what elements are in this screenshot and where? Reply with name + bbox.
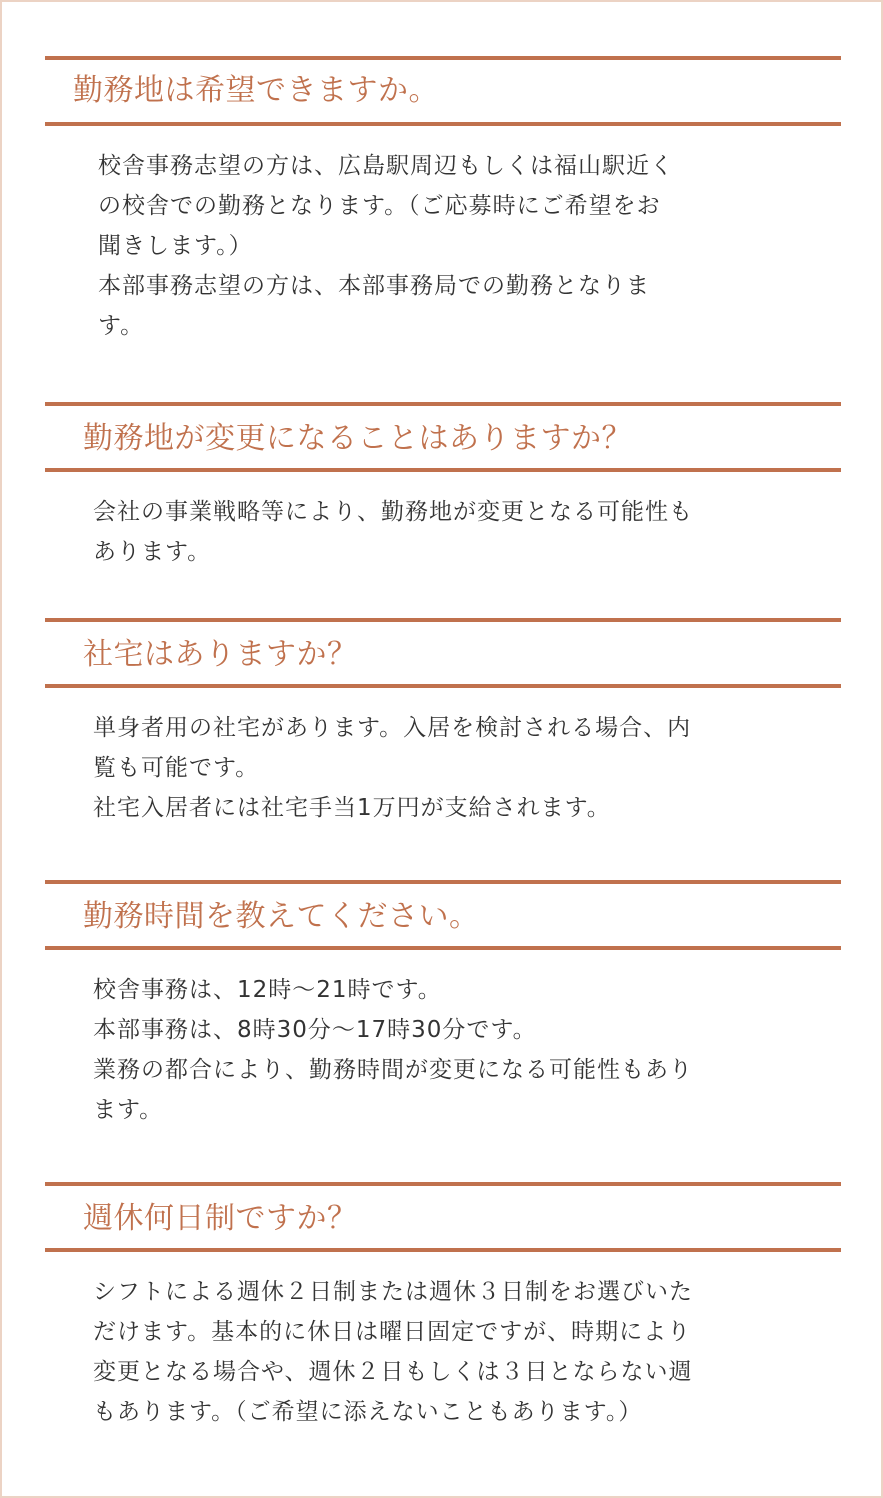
answer-line: 社宅入居者には社宅手当1万円が支給されます。 <box>93 795 611 821</box>
divider-bottom <box>45 946 841 950</box>
answer-line: 変更となる場合や、週休２日もしくは３日とならない週 <box>93 1359 693 1385</box>
answer-line: ます。 <box>93 1097 164 1123</box>
faq-question: 勤務地が変更になることはありますか？ <box>83 421 632 456</box>
divider-top <box>45 618 841 622</box>
faq-answer <box>93 970 841 1130</box>
answer-line: 覧も可能です。 <box>93 755 260 781</box>
answer-line: シフトによる週休２日制または週休３日制をお選びいた <box>93 1279 693 1305</box>
divider-top <box>45 1182 841 1186</box>
faq-item-work-location-change <box>45 402 841 572</box>
answer-line: 聞きします。） <box>98 233 253 259</box>
faq-question: 社宅はありますか？ <box>83 637 358 672</box>
faq-item-days-off <box>45 1182 841 1432</box>
divider-bottom <box>45 684 841 688</box>
answer-line: あります。 <box>93 539 212 565</box>
faq-question: 勤務時間を教えてください。 <box>83 899 480 934</box>
answer-line: だけます。基本的に休日は曜日固定ですが、時期により <box>93 1319 692 1345</box>
faq-answer <box>93 1272 841 1432</box>
answer-line: 校舎事務は、12時〜21時です。 <box>93 977 442 1003</box>
faq-question: 週休何日制ですか？ <box>83 1201 358 1236</box>
answer-line: 会社の事業戦略等により、勤務地が変更となる可能性も <box>93 499 693 525</box>
answer-line: 単身者用の社宅があります。入居を検討される場合、内 <box>93 715 692 741</box>
divider-top <box>45 880 841 884</box>
answer-line: 本部事務は、8時30分〜17時30分です。 <box>93 1017 537 1043</box>
answer-line: の校舎での勤務となります。（ご応募時にご希望をお <box>98 193 661 219</box>
answer-line: 本部事務志望の方は、本部事務局での勤務となりま <box>98 273 650 299</box>
divider-bottom <box>45 1248 841 1252</box>
faq-item-work-location-preference <box>45 56 841 346</box>
faq-question: 勤務地は希望できますか。 <box>73 73 439 108</box>
answer-line: す。 <box>98 313 145 339</box>
divider-top <box>45 56 841 60</box>
answer-line: 校舎事務志望の方は、広島駅周辺もしくは福山駅近く <box>98 153 674 179</box>
faq-answer <box>93 708 841 828</box>
divider-bottom <box>45 122 841 126</box>
faq-item-company-housing <box>45 618 841 828</box>
faq-answer <box>98 146 841 346</box>
answer-line: 業務の都合により、勤務時間が変更になる可能性もあり <box>93 1057 693 1083</box>
faq-answer <box>93 492 841 572</box>
divider-top <box>45 402 841 406</box>
faq-item-working-hours <box>45 880 841 1130</box>
divider-bottom <box>45 468 841 472</box>
answer-line: もあります。（ご希望に添えないこともあります。） <box>93 1399 643 1425</box>
